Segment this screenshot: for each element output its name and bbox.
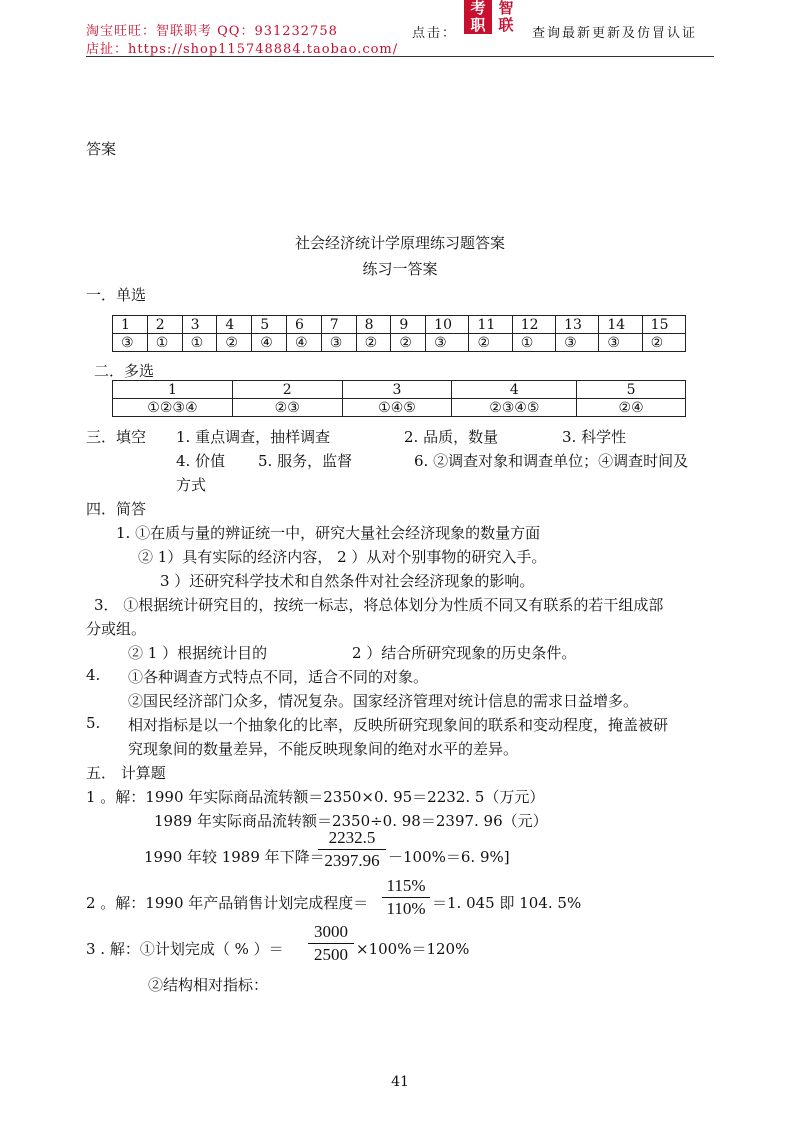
short-answer-3-cont: 分或组。 <box>86 620 147 638</box>
single-choice-number-cell: 15 <box>642 316 685 334</box>
single-choice-answer-cell: ④ <box>252 334 287 352</box>
multi-choice-number-cell: 4 <box>452 381 577 399</box>
fraction-bar <box>382 897 430 898</box>
multi-choice-answer-cell: ①②③④ <box>113 399 233 417</box>
multi-choice-answer-cell: ①④⑤ <box>342 399 452 417</box>
single-choice-number-cell: 3 <box>182 316 217 334</box>
calc-3-line-b: ②结构相对指标： <box>148 976 269 994</box>
section-short-answer-label: 四．简答 <box>86 500 147 518</box>
multi-choice-number-cell: 3 <box>342 381 452 399</box>
fill-answer-4: 4. 价值 <box>176 452 226 470</box>
short-answer-4: ①各种调查方式特点不同，适合不同的对象。 <box>128 668 429 686</box>
single-choice-answer-cell: ③ <box>321 334 356 352</box>
single-choice-number-cell: 8 <box>356 316 391 334</box>
calc-1-line-a: 1 。解：1990 年实际商品流转额＝2350×0. 95＝2232. 5（万元） <box>86 788 545 806</box>
fill-answer-5: 5. 服务，监督 <box>258 452 353 470</box>
single-choice-number-cell: 11 <box>469 316 512 334</box>
single-choice-answer-cell: ② <box>217 334 252 352</box>
single-choice-number-cell: 12 <box>512 316 555 334</box>
single-choice-answer-cell: ① <box>147 334 182 352</box>
fraction-bar <box>308 943 354 944</box>
short-answer-3-c: 2 ）结合所研究现象的历史条件。 <box>352 644 577 662</box>
header-shop-line: 淘宝旺旺：智联职考 QQ：931232758 <box>86 24 338 39</box>
calc-1-fraction <box>318 828 386 871</box>
single-choice-number-cell: 14 <box>599 316 642 334</box>
calc-2-pre: 2 。解：1990 年产品销售计划完成程度＝ <box>86 894 369 912</box>
multi-choice-number-cell: 2 <box>232 381 342 399</box>
multi-choice-answer-cell: ②④ <box>577 399 686 417</box>
calc-2-denominator: 110% <box>386 899 426 918</box>
single-choice-answer-cell: ③ <box>556 334 599 352</box>
single-choice-table <box>112 315 686 352</box>
short-answer-5-cont: 究现象间的数量差异，不能反映现象间的绝对水平的差异。 <box>128 740 519 758</box>
calc-1-denominator: 2397.96 <box>324 851 380 870</box>
calc-2-fraction <box>382 876 430 919</box>
section-calc-label: 五． 计算题 <box>86 764 166 782</box>
calc-2-post: ＝1. 045 即 104. 5% <box>432 894 582 912</box>
single-choice-number-cell: 1 <box>113 316 148 334</box>
short-answer-5-num: 5. <box>86 714 101 732</box>
fill-answer-3: 3. 科学性 <box>562 428 627 446</box>
single-choice-answer-cell: ③ <box>426 334 469 352</box>
single-choice-answer-cell: ④ <box>286 334 321 352</box>
calc-1-line-c-post: －100%＝6. 9%] <box>388 848 510 866</box>
single-choice-number-cell: 13 <box>556 316 599 334</box>
header-verify-link[interactable]: 查询最新更新及仿冒认证 <box>532 26 698 41</box>
short-answer-1-b: ② 1）具有实际的经济内容， 2 ）从对个别事物的研究入手。 <box>138 548 547 566</box>
fill-answer-6-cont: 方式 <box>176 476 207 494</box>
short-answer-3: 3． ①根据统计研究目的，按统一标志，将总体划分为性质不同又有联系的若干组成部 <box>94 596 664 614</box>
multi-choice-number-cell: 5 <box>577 381 686 399</box>
single-choice-number-cell: 7 <box>321 316 356 334</box>
single-choice-answer-cell: ③ <box>599 334 642 352</box>
multi-choice-answer-cell: ②③ <box>232 399 342 417</box>
fill-answer-1: 1. 重点调查，抽样调查 <box>176 428 331 446</box>
short-answer-3-b: ② 1 ）根据统计目的 <box>128 644 268 662</box>
logo-right: 智联 <box>492 0 520 34</box>
calc-3-numerator: 3000 <box>314 922 348 941</box>
single-choice-answer-cell: ① <box>512 334 555 352</box>
single-choice-number-cell: 9 <box>391 316 426 334</box>
single-choice-answer-cell: ② <box>391 334 426 352</box>
header-shop-url[interactable]: 店扯：https://shop115748884.taobao.com/ <box>86 42 399 57</box>
page-title: 社会经济统计学原理练习题答案 <box>294 234 505 252</box>
single-choice-answer-cell: ② <box>642 334 685 352</box>
single-choice-answer-cell: ② <box>469 334 512 352</box>
logo-left: 考职 <box>464 0 492 34</box>
single-choice-answer-cell: ① <box>182 334 217 352</box>
single-choice-answer-cell: ② <box>356 334 391 352</box>
fill-answer-2: 2. 品质，数量 <box>404 428 499 446</box>
short-answer-4-b: ②国民经济部门众多，情况复杂。国家经济管理对统计信息的需求日益增多。 <box>128 692 639 710</box>
logo[interactable] <box>464 0 520 34</box>
single-choice-number-cell: 4 <box>217 316 252 334</box>
short-answer-4-num: 4. <box>86 666 101 684</box>
section-fill-label: 三．填空 <box>86 428 147 446</box>
section-single-choice-label: 一．单选 <box>86 286 147 304</box>
section-multi-choice-label: 二．多选 <box>94 362 155 380</box>
single-choice-answer-cell: ③ <box>113 334 148 352</box>
single-choice-number-cell: 2 <box>147 316 182 334</box>
multi-choice-table <box>112 380 686 417</box>
calc-3-denominator: 2500 <box>314 945 348 964</box>
page-subtitle: 练习一答案 <box>362 260 438 278</box>
fill-answer-6: 6. ②调查对象和调查单位；④调查时间及 <box>414 452 689 470</box>
answer-heading: 答案 <box>86 140 117 158</box>
header-click-label: 点击： <box>412 26 458 41</box>
short-answer-1-c: 3 ）还研究科学技术和自然条件对社会经济现象的影响。 <box>160 572 535 590</box>
calc-3-post: ×100%＝120% <box>356 940 470 958</box>
single-choice-number-cell: 5 <box>252 316 287 334</box>
calc-3-pre: 3 . 解：①计划完成（ % ）＝ <box>86 940 284 958</box>
fraction-bar <box>318 849 386 850</box>
page-number: 41 <box>391 1074 409 1090</box>
multi-choice-number-cell: 1 <box>113 381 233 399</box>
short-answer-1: 1. ①在质与量的辨证统一中，研究大量社会经济现象的数量方面 <box>116 524 541 542</box>
calc-1-line-b: 1989 年实际商品流转额＝2350÷0. 98＝2397. 96（元） <box>154 812 548 830</box>
header-divider <box>86 56 714 57</box>
single-choice-number-cell: 10 <box>426 316 469 334</box>
calc-2-numerator: 115% <box>386 876 426 895</box>
calc-3-fraction <box>308 922 354 965</box>
short-answer-5: 相对指标是以一个抽象化的比率，反映所研究现象间的联系和变动程度，掩盖被研 <box>128 716 669 734</box>
single-choice-number-cell: 6 <box>286 316 321 334</box>
calc-1-line-c-pre: 1990 年较 1989 年下降＝ <box>144 848 325 866</box>
multi-choice-answer-cell: ②③④⑤ <box>452 399 577 417</box>
calc-1-numerator: 2232.5 <box>328 828 376 847</box>
